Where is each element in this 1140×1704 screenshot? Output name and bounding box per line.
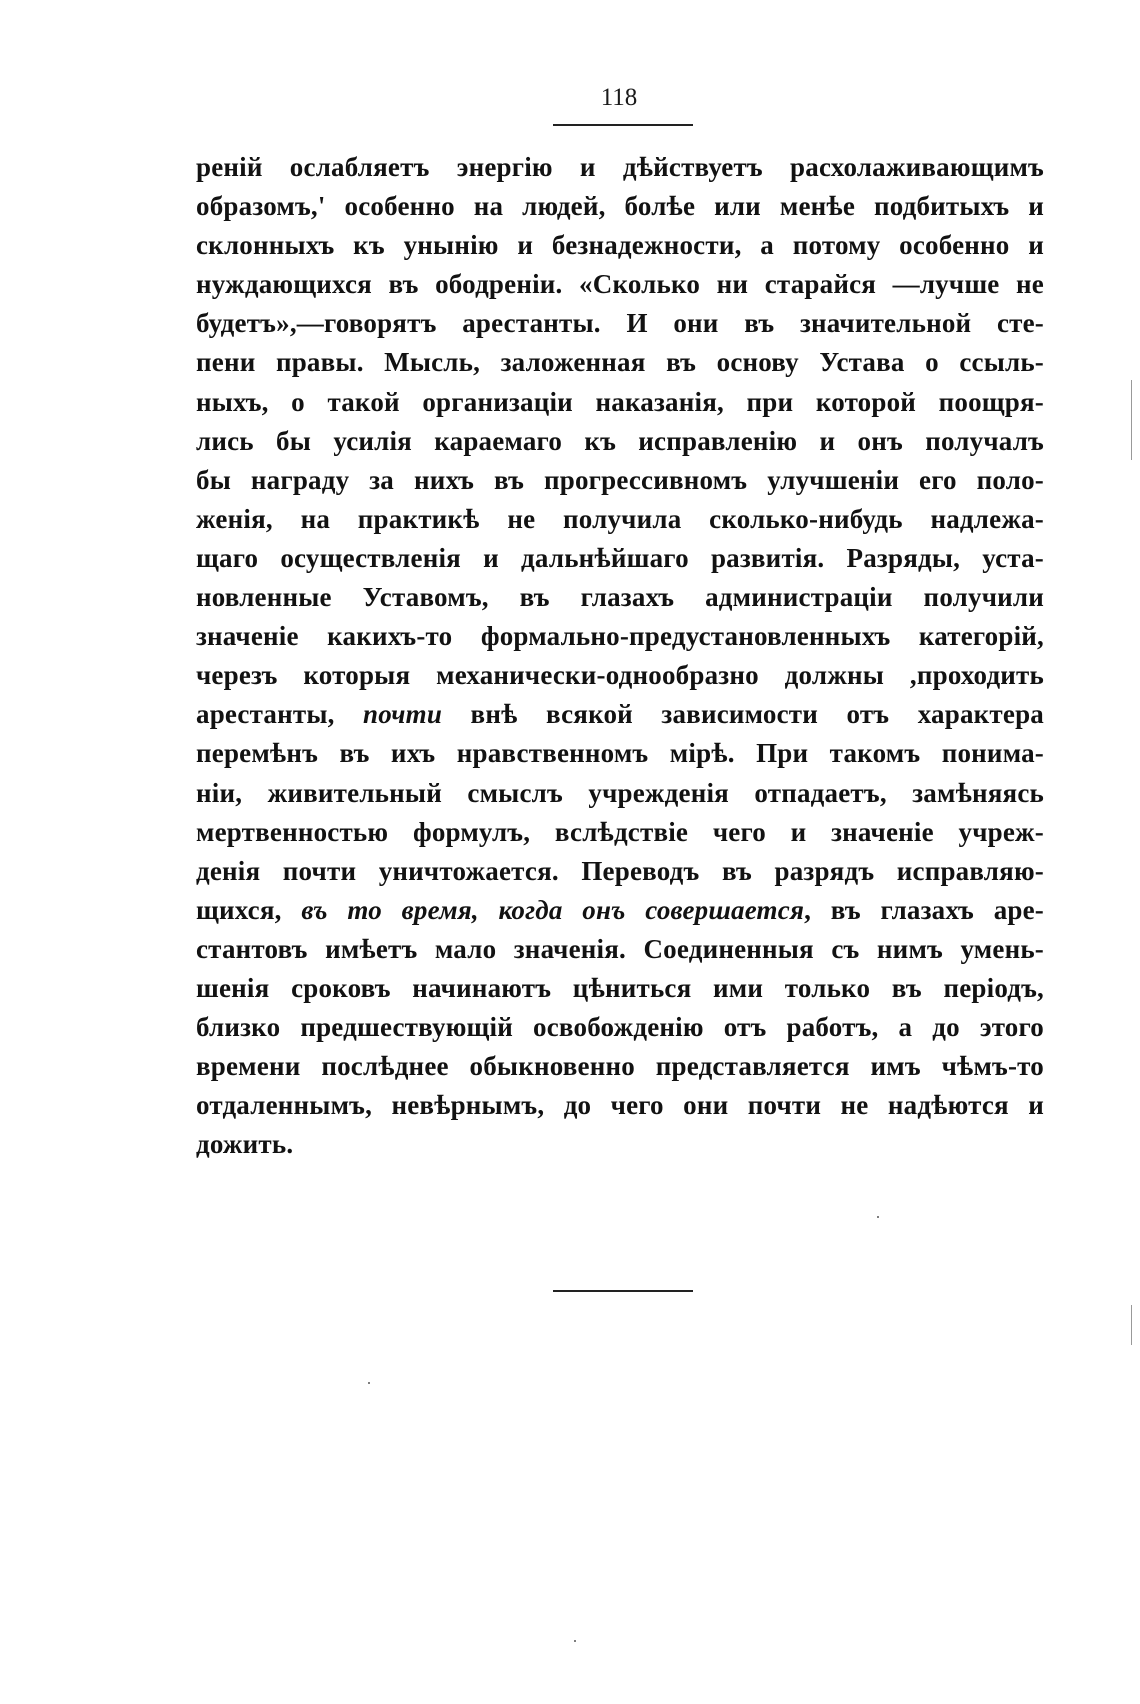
text-line: перемѣнъ въ ихъ нравственномъ мірѣ. При такомъ понима- [196, 738, 1044, 769]
text-line: шенія сроковъ начинаютъ цѣниться ими только въ періодъ, [196, 972, 1044, 1003]
text-line: ныхъ, о такой организаціи наказанія, при которой поощря- [196, 386, 1044, 417]
text-segment: арестанты, [196, 699, 364, 730]
scan-edge-mark [1131, 380, 1132, 460]
text-line: женія, на практикѣ не получила сколько-нибудь надлежа- [196, 503, 1044, 534]
text-line: новленные Уставомъ, въ глазахъ администраціи получили [196, 582, 1044, 613]
text-line-with-italic [196, 891, 1044, 930]
italic-segment: почти [363, 699, 443, 730]
text-line-with-italic [196, 695, 1044, 734]
scan-speck [877, 1216, 879, 1218]
text-line: близко предшествующій освобожденію отъ работъ, а до этого [196, 1012, 1044, 1043]
text-line: будетъ»,—говорятъ арестанты. И они въ значительной сте- [196, 308, 1044, 339]
text-line: мертвенностью формулъ, вслѣдствіе чего и значеніе учреж- [196, 816, 1044, 847]
body-text [196, 148, 1044, 1164]
scan-speck [574, 1640, 576, 1642]
text-line: лись бы усилія караемаго къ исправленію и онъ получалъ [196, 425, 1044, 456]
text-line: нуждающихся въ ободреніи. «Сколько ни старайся —лучше не [196, 269, 1044, 300]
page-number-container [549, 84, 689, 112]
text-line: бы награду за нихъ въ прогрессивномъ улучшеніи его поло- [196, 464, 1044, 495]
section-end-rule [553, 1290, 693, 1292]
header-rule [553, 124, 693, 126]
page-number: 118 [600, 84, 638, 111]
text-line: денія почти уничтожается. Переводъ въ разрядъ исправляю- [196, 855, 1044, 886]
text-line: реній ослабляетъ энергію и дѣйствуетъ расхолаживающимъ [196, 152, 1044, 182]
text-line: образомъ,' особенно на людей, болѣе или менѣе подбитыхъ и [196, 191, 1044, 222]
text-segment: щихся, [196, 894, 302, 925]
text-segment: , въ глазахъ аре- [804, 894, 1044, 925]
text-line-last: дожить. [196, 1129, 294, 1160]
text-line: отдаленнымъ, невѣрнымъ, до чего они почти не надѣются и [196, 1090, 1044, 1121]
text-line: времени послѣднее обыкновенно представляется имъ чѣмъ-то [196, 1051, 1044, 1082]
text-line: стантовъ имѣетъ мало значенія. Соединенныя съ нимъ умень- [196, 933, 1044, 964]
text-line: значеніе какихъ-то формально-предустановленныхъ категорій, [196, 621, 1044, 652]
text-line: черезъ которыя механически-однообразно должны ,проходить [196, 660, 1044, 691]
text-line: склонныхъ къ унынію и безнадежности, а потому особенно и [196, 230, 1044, 261]
scan-edge-mark [1131, 1305, 1132, 1345]
text-line: пени правы. Мысль, заложенная въ основу Устава о ссыль- [196, 347, 1044, 378]
text-line: ніи, живительный смыслъ учрежденія отпадаетъ, замѣняясь [196, 777, 1044, 808]
text-line: щаго осуществленія и дальнѣйшаго развитія. Разряды, уста- [196, 542, 1044, 573]
italic-segment: въ то время, когда онъ совершается [301, 894, 805, 925]
text-segment: внѣ всякой зависимости отъ характера [442, 699, 1044, 730]
scan-speck [368, 1382, 370, 1384]
